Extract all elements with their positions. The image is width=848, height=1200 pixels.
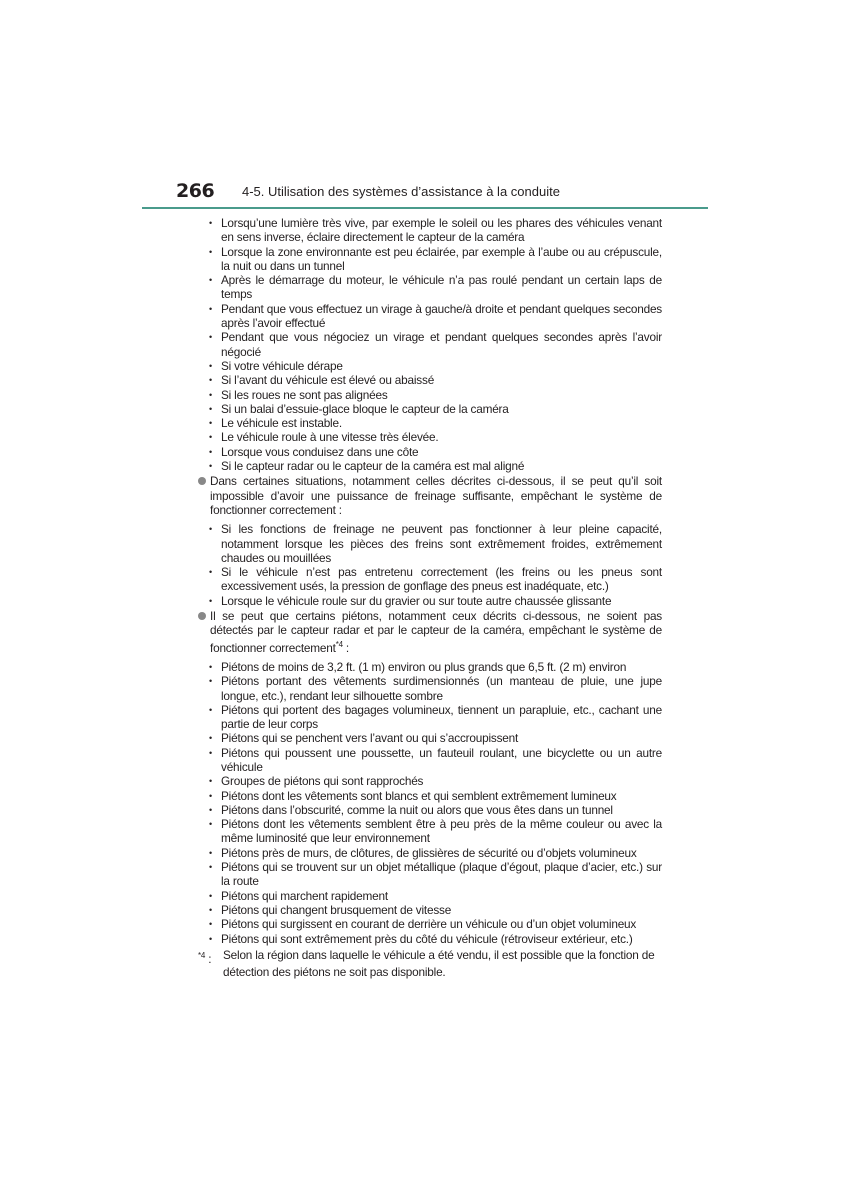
braking-paragraph [198, 474, 662, 517]
list-item [209, 746, 662, 775]
page-number: 266 [176, 180, 215, 202]
bullet-dot-icon: • [209, 403, 212, 414]
list-item [209, 388, 662, 402]
list-item-text: Piétons qui marchent rapidement [221, 888, 388, 903]
bullet-dot-icon: • [209, 524, 212, 535]
list-item-text: Lorsque le véhicule roule sur du gravier ou sur toute autre chaussée glissante [221, 593, 612, 608]
list-item-text: Piétons qui sont extrêmement près du côté du véhicule (rétroviseur extérieur, etc.) [221, 931, 633, 946]
list-item [209, 789, 662, 803]
list-item-text: Après le démarrage du moteur, le véhicule n’a pas roulé pendant un certain laps de temps [221, 273, 662, 302]
list-item-text: Piétons qui se trouvent sur un objet métallique (plaque d’égout, plaque d’acier, etc.) sur la route [221, 860, 662, 889]
bullet-dot-icon: • [209, 275, 212, 286]
page-header [176, 180, 708, 210]
list-item [209, 846, 662, 860]
list-item [209, 565, 662, 594]
braking-list [198, 522, 662, 608]
list-item-text: Lorsque la zone environnante est peu éclairée, par exemple à l’aube ou au crépuscule, la nuit ou dans un tunnel [221, 244, 662, 273]
list-item [209, 402, 662, 416]
list-item-text: Piétons qui poussent une poussette, un fauteuil roulant, une bicyclette ou un autre véhicule [221, 745, 662, 774]
list-item-text: Groupes de piétons qui sont rapprochés [221, 774, 424, 789]
list-item-text: Piétons près de murs, de clôtures, de glissières de sécurité ou d’objets volumineux [221, 845, 637, 860]
bullet-dot-icon: • [209, 218, 212, 228]
list-item [209, 817, 662, 846]
bullet-circle-icon [198, 477, 206, 485]
list-item [209, 703, 662, 732]
bullet-dot-icon: • [209, 776, 212, 787]
pedestrian-paragraph-text: Il se peut que certains piétons, notamment ceux décrits ci-dessous, ne soient pas détectés par le capteur radar et par le capteur de la caméra, empêchant le système de fonctionner correctement [210, 609, 662, 655]
bullet-dot-icon: • [209, 461, 212, 472]
pedestrian-paragraph-tail: : [342, 640, 350, 655]
bullet-dot-icon: • [209, 432, 212, 443]
list-item-text: Pendant que vous effectuez un virage à gauche/à droite et pendant quelques secondes après l’avoir effectué [221, 301, 662, 331]
header-divider [142, 207, 708, 209]
list-item [209, 731, 662, 745]
list-item-text: Si un balai d’essuie-glace bloque le capteur de la caméra [221, 401, 509, 416]
list-item-text: Si les fonctions de freinage ne peuvent pas fonctionner à leur pleine capacité, notamment lorsque les pièces des freins sont extrêmement froides, extrêmement chaudes ou mouillées [221, 522, 662, 565]
list-item-text: Piétons dans l’obscurité, comme la nuit ou alors que vous êtes dans un tunnel [221, 802, 613, 817]
footnote-reference: *4 [335, 639, 343, 649]
list-item [209, 522, 662, 565]
list-item-text: Le véhicule roule à une vitesse très élevée. [221, 430, 439, 445]
bullet-dot-icon: • [209, 819, 212, 830]
bullet-dot-icon: • [209, 418, 212, 429]
bullet-dot-icon: • [209, 661, 212, 672]
list-item [209, 416, 662, 430]
list-item-text: Si votre véhicule dérape [221, 358, 343, 373]
list-item [209, 330, 662, 359]
pedestrian-paragraph [198, 609, 662, 655]
bullet-dot-icon: • [209, 332, 212, 343]
list-item-text: Piétons qui surgissent en courant de derrière un véhicule ou d’un objet volumineux [221, 917, 637, 932]
list-item-text: Pendant que vous négociez un virage et pendant quelques secondes après l’avoir négocié [221, 330, 662, 359]
bullet-dot-icon: • [209, 704, 212, 715]
bullet-dot-icon: • [209, 890, 212, 901]
list-item [209, 245, 662, 274]
bullet-dot-icon: • [209, 389, 212, 400]
list-item [209, 660, 662, 674]
list-item [209, 359, 662, 373]
footnote-text: Selon la région dans laquelle le véhicule a été vendu, il est possible que la fonction de détection des piétons ne soit pas disponible. [223, 947, 655, 979]
bullet-dot-icon: • [209, 862, 212, 873]
bullet-dot-icon: • [209, 246, 212, 257]
page-content [198, 216, 662, 981]
list-item-text: Piétons dont les vêtements semblent être à peu près de la même couleur ou avec la même luminosité que leur environnement [221, 817, 662, 846]
list-item [209, 917, 662, 931]
list-item-text: Lorsque vous conduisez dans une côte [221, 444, 419, 459]
bullet-dot-icon: • [209, 790, 212, 801]
list-item-text: Si le véhicule n’est pas entretenu correctement (les freins ou les pneus sont excessivement usés, la pression de gonflage des pneus est inadéquate, etc.) [221, 565, 662, 594]
bullet-dot-icon: • [209, 446, 212, 457]
list-item [209, 430, 662, 444]
list-item-text: Piétons portant des vêtements surdimensionnés (un manteau de pluie, une jupe longue, etc.), rendant leur silhouette sombre [221, 674, 662, 703]
list-item [209, 903, 662, 917]
list-item-text: Piétons de moins de 3,2 ft. (1 m) environ ou plus grands que 6,5 ft. (2 m) environ [221, 659, 627, 674]
bullet-dot-icon: • [209, 733, 212, 744]
list-item [209, 594, 662, 608]
bullet-dot-icon: • [209, 303, 212, 314]
list-item-text: Lorsqu’une lumière très vive, par exemple le soleil ou les phares des véhicules venant en sens inverse, éclaire directement le capteur de la caméra [221, 216, 662, 245]
list-item-text: Si le capteur radar ou le capteur de la caméra est mal aligné [221, 459, 525, 474]
bullet-dot-icon: • [209, 933, 212, 944]
bullet-dot-icon: • [209, 567, 212, 578]
list-item-text: Le véhicule est instable. [221, 416, 342, 431]
bullet-dot-icon: • [209, 595, 212, 606]
list-item [209, 932, 662, 946]
bullet-dot-icon: • [209, 676, 212, 687]
bullet-dot-icon: • [209, 904, 212, 915]
bullet-circle-icon [198, 612, 206, 620]
list-item [209, 803, 662, 817]
footnote [198, 947, 662, 981]
section-title: 4-5. Utilisation des systèmes d’assistance à la conduite [242, 184, 560, 199]
braking-paragraph-text: Dans certaines situations, notamment celles décrites ci-dessous, il se peut qu’il soit impossible d’avoir une puissance de freinage suffisante, empêchant le système de fonctionner correctement : [210, 474, 662, 517]
list-item [209, 860, 662, 889]
footnote-mark: $^{*4}$ : [198, 950, 212, 966]
list-item-text: Piétons qui portent des bagages volumineux, tiennent un parapluie, etc., cachant une partie de leur corps [221, 702, 662, 732]
bullet-dot-icon: • [209, 360, 212, 371]
bullet-dot-icon: • [209, 804, 212, 815]
list-item [209, 459, 662, 473]
list-item-text: Piétons dont les vêtements sont blancs et qui semblent extrêmement lumineux [221, 788, 617, 803]
pedestrian-list [198, 660, 662, 946]
list-item-text: Si l’avant du véhicule est élevé ou abaissé [221, 373, 435, 388]
list-item [209, 216, 662, 245]
list-item [209, 373, 662, 387]
bullet-dot-icon: • [209, 747, 212, 758]
list-item [209, 302, 662, 331]
list-item-text: Piétons qui changent brusquement de vitesse [221, 902, 452, 917]
bullet-dot-icon: • [209, 847, 212, 858]
list-item [209, 674, 662, 703]
list-item-text: Piétons qui se penchent vers l’avant ou qui s’accroupissent [221, 731, 519, 746]
list-item [209, 774, 662, 788]
list-item-text: Si les roues ne sont pas alignées [221, 387, 388, 402]
list-item [209, 445, 662, 459]
list-item [209, 889, 662, 903]
bullet-dot-icon: • [209, 375, 212, 386]
conditions-list [198, 216, 662, 473]
bullet-dot-icon: • [209, 919, 212, 930]
list-item [209, 273, 662, 302]
